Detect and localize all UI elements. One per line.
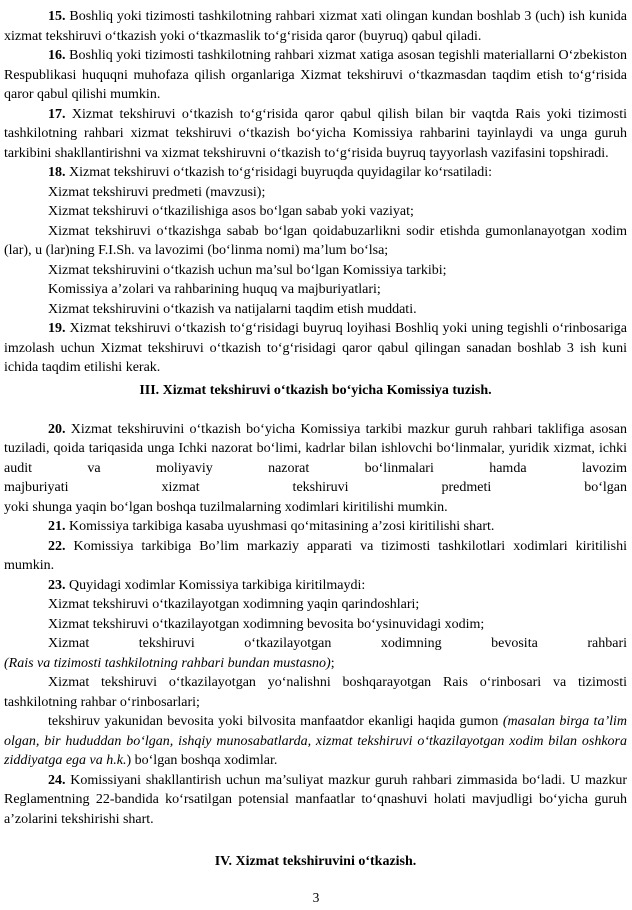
list-item-23-5 (4, 712, 627, 771)
text-segment: yoki shunga yaqin bo‘lgan boshqa tuzilmalarning xodimlari kiritilishi mumkin. (4, 499, 448, 515)
list-item-18-1 (4, 183, 627, 203)
list-item-18-4 (4, 261, 627, 281)
text-segment: Quyidagi xodimlar Komissiya tarkibiga kiritilmaydi: (65, 577, 366, 593)
list-item-18-3 (4, 222, 627, 261)
paragraph-number: III. Xizmat tekshiruvi o‘tkazish bo‘yicha Komissiya tuzish. (139, 382, 492, 398)
text-segment: Xizmat tekshiruvini o‘tkazish bo‘yicha Komissiya tarkibi mazkur guruh rahbari taklifiga asosan tuziladi, qoida tariqasida unga Ichki nazorat bo‘limi, kadrlar bilan ishlovchi bo‘linmalar, yuridik xizmat, ichki audit va moliyaviy nazorat bo‘linmalari hamda lavozim (4, 421, 627, 476)
text-segment: Xizmat tekshiruvi o‘tkazish to‘g‘risida qaror qabul qilish bilan bir vaqtda Rais yoki tizimosti tashkilotning rahbari xizmat tekshiruvi o‘tkazish bo‘yicha Komissiya rahbarini tayinlaydi va unga guruh tarkibini shakllantirishni va xizmat tekshiruvni o‘tkazish to‘g‘risida buyruq tayyorlash vazifasini topshiradi. (4, 106, 627, 161)
paragraph-18 (4, 163, 627, 183)
text-segment: Komissiya tarkibiga Bo’lim markaziy apparati va tizimosti tashkilotlari xodimlari kiritilishi mumkin. (4, 538, 627, 573)
paragraph-19 (4, 319, 627, 378)
text-segment: Komissiya tarkibiga kasaba uyushmasi qo‘mitasining a’zosi kiritilishi shart. (65, 519, 495, 534)
list-item-18-2 (4, 202, 627, 222)
text-segment: Boshliq yoki tizimosti tashkilotning rahbari xizmat xati olingan kundan boshlab 3 (uch) ish kunida xizmat tekshiruvi o‘tkazish yoki o‘tkazmaslik to‘g‘risida qaror (buyruq) qabul qiladi. (4, 9, 627, 44)
section-heading-iii (4, 381, 627, 401)
text-segment: Xizmat tekshiruvi o‘tkazilayotgan yo‘nalishni boshqarayotgan Rais o‘rinbosari va tizimosti tashkilotning rahbar o‘rinbosarlari; (4, 675, 627, 710)
list-item-18-6 (4, 300, 627, 320)
paragraph-17 (4, 105, 627, 164)
text-segment: ) bo‘lgan boshqa xodimlar. (126, 753, 278, 768)
paragraph-21 (4, 517, 627, 537)
text-segment: Xizmat tekshiruvini o‘tkazish va natijalarni taqdim etish muddati. (48, 301, 417, 317)
italic-text-segment: (Rais va tizimosti tashkilotning rahbari bundan mustasno) (4, 655, 331, 671)
text-segment: majburiyati xizmat tekshiruvi predmeti bo‘lgan (4, 480, 627, 495)
italic-text-segment: (masalan birga ta’lim olgan, bir hududdan bo‘lgan, ishqiy munosabatlarda, xizmat tekshiruvi o‘tkazilayotgan xodim bilan oshkora ziddiyatga ega va h.k. (4, 714, 627, 768)
paragraph-number: 18. (48, 165, 66, 180)
paragraph-number: 24. (48, 772, 66, 788)
text-segment: Komissiya a’zolari va rahbarining huquq va majburiyatlari; (48, 282, 381, 297)
text-segment: Xizmat tekshiruvi o‘tkazilayotgan xodimning bevosita bo‘ysinuvidagi xodim; (48, 616, 485, 632)
section-heading-iv (4, 852, 627, 872)
paragraph-number: 20. (48, 421, 66, 437)
paragraph-24 (4, 771, 627, 830)
paragraph-23 (4, 576, 627, 596)
document-body (4, 7, 627, 891)
text-segment: Xizmat tekshiruvi o‘tkazilishiga asos bo‘lgan sabab yoki vaziyat; (48, 204, 414, 219)
text-segment: tekshiruv yakunidan bevosita yoki bilvosita manfaatdor ekanligi haqida gumon (48, 714, 503, 729)
paragraph-number: 19. (48, 321, 66, 336)
text-segment: Xizmat tekshiruvi o‘tkazish to‘g‘risidagi buyruqda quyidagilar ko‘rsatiladi: (65, 165, 493, 180)
paragraph-number: IV. Xizmat tekshiruvini o‘tkazish. (214, 853, 417, 869)
paragraph-15 (4, 7, 627, 46)
text-segment: Xizmat tekshiruvi o‘tkazish to‘g‘risidagi buyruq loyihasi Boshliq yoki uning tegishli o‘rinbosariga imzolash uchun Xizmat tekshiruvi o‘tkazish to‘g‘risidagi qaror qabul qilingan sanadan boshlab 3 ish kuni ichida taqdim etilishi kerak. (4, 321, 627, 375)
list-item-23-1 (4, 595, 627, 615)
text-segment: Xizmat tekshiruvi o‘tkazishga sabab bo‘lgan qoidabuzarlikni sodir etishda gumonlanayotgan xodim (lar), u (lar)ning F.I.Sh. va lavozimi (bo‘linma nomi) ma’lum bo‘lsa; (4, 223, 627, 258)
text-segment: ; (330, 655, 335, 671)
paragraph-number: 17. (48, 106, 66, 122)
text-segment: Xizmat tekshiruvi o‘tkazilayotgan xodimning yaqin qarindoshlari; (48, 597, 420, 612)
list-item-23-4 (4, 673, 627, 712)
list-item-18-5 (4, 280, 627, 300)
list-item-23-3 (4, 634, 627, 673)
page-number: 3 (312, 890, 320, 905)
paragraph-number: 22. (48, 538, 66, 554)
paragraph-22 (4, 537, 627, 576)
text-segment: Komissiyani shakllantirish uchun ma’suliyat mazkur guruh rahbari zimmasida bo‘ladi. U mazkur Reglamentning 22-bandida ko‘rsatilgan potensial manfaatlar to‘qnashuvi holati mavjudligi bo‘yicha guruh a’zolarini tekshirishi shart. (4, 772, 627, 827)
text-segment: Xizmat tekshiruvini o‘tkazish uchun ma’sul bo‘lgan Komissiya tarkibi; (48, 262, 447, 278)
paragraph-20 (4, 420, 627, 518)
blank-line (4, 829, 627, 849)
text-segment: Boshliq yoki tizimosti tashkilotning rahbari xizmat xatiga asosan tegishli materiallarni O‘zbekiston Respublikasi huquqni muhofaza qilish organlariga Xizmat tekshiruvi o‘tkazmasdan taqdim etish to‘g‘risida qaror qabul qilishi mumkin. (4, 48, 627, 102)
paragraph-number: 16. (48, 48, 66, 63)
text-segment: Xizmat tekshiruvi o‘tkazilayotgan xodimning bevosita rahbari (48, 636, 627, 651)
paragraph-number: 23. (48, 577, 66, 593)
paragraph-16 (4, 46, 627, 105)
paragraph-number: 21. (48, 519, 66, 534)
text-segment: Xizmat tekshiruvi predmeti (mavzusi); (48, 184, 266, 200)
list-item-23-2 (4, 615, 627, 635)
paragraph-number: 15. (48, 9, 66, 24)
